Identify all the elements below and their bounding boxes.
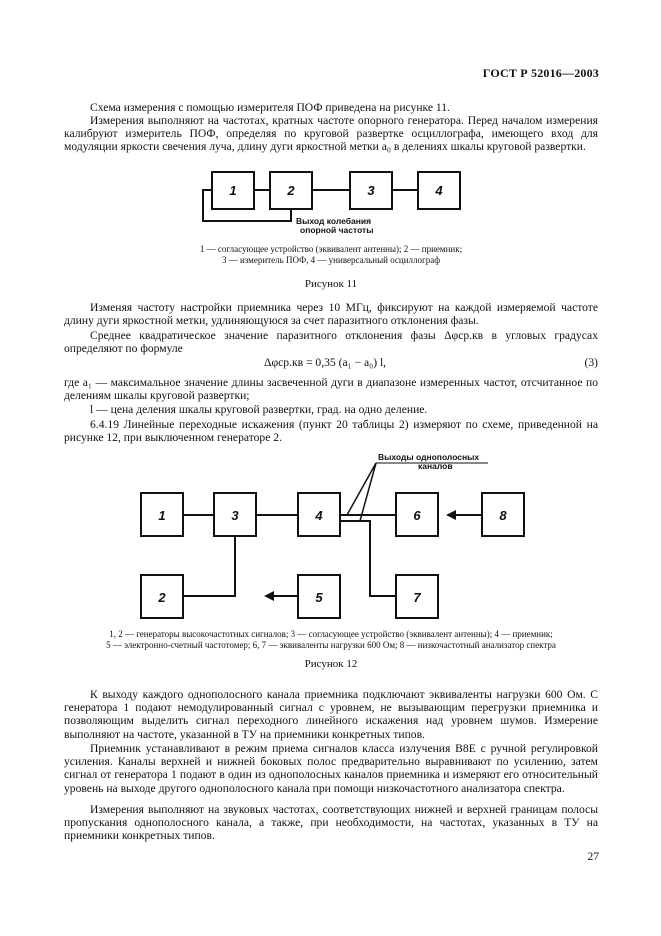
paragraph-calibration: Измерения выполняют на частотах, кратных частоте опорного генератора. Перед началом измерения калибруют измеритель ПОФ, определяя по круговой развертке осциллографа, имеющего вход для модуляции яркости свечения луча, длину дуги яркостной метки a₀ в делениях шкалы круговой развертки. <box>64 114 598 154</box>
paragraph-load-equivalents: К выходу каждого однополосного канала приемника подключают эквиваленты нагрузки 600 Ом. С генератора 1 подают немодулированный сигнал с уровнем, не вызывающим перегрузки приемника и позволяющим выделить сигнал переходного линейного искажения над уровнем шумов. Измерение выполняют на частоте, указанной в ТУ на приемники конкретных типов. <box>64 688 598 741</box>
figure-12-title: Рисунок 12 <box>304 658 358 670</box>
where-l: l — цена деления шкалы круговой развертки, град. на одно деление. <box>90 403 428 416</box>
fig12-label-8: 8 <box>499 508 507 523</box>
figure-12-caption <box>64 629 598 651</box>
fig12-label-5: 5 <box>315 590 323 605</box>
formula-number: (3) <box>584 356 598 369</box>
page-number: 27 <box>587 851 599 863</box>
fig12-label-2: 2 <box>158 590 166 605</box>
figure-12-diagram <box>141 452 524 618</box>
figure-11-diagram <box>203 172 460 235</box>
fig11-note-line2: опорной частоты <box>300 225 374 235</box>
fig12-label-6: 6 <box>413 508 421 523</box>
fig12-note-line1: Выходы однополосных <box>378 452 480 462</box>
document-header: ГОСТ Р 52016—2003 <box>482 66 599 80</box>
fig12-label-4: 4 <box>315 508 323 523</box>
figure-11-caption <box>64 244 598 266</box>
fig11-label-2: 2 <box>287 183 295 198</box>
paragraph-6-4-19: 6.4.19 Линейные переходные искажения (пункт 20 таблицы 2) измеряют по схеме, приведенной на рисунке 12, при выключенном генераторе 2. <box>64 418 598 445</box>
paragraph-frequency-step: Изменяя частоту настройки приемника через 10 МГц, фиксируют на каждой измеряемой частоте длину дуги яркостной метки, удлиняющуюся за счет паразитного отклонения фазы. <box>64 301 598 328</box>
figure-11-title: Рисунок 11 <box>304 278 358 290</box>
paragraph-receiver-mode: Приемник устанавливают в режим приема сигналов класса излучения B8E с ручной регулировкой усиления. Каналы верхней и нижней боковых полос предварительно выравнивают по усилению, затем сигнал от генератора 1 подают в один из однополосных каналов приемника и измеряют его относительный уровень на выходе другого однополосного канала при помощи низкочастотного анализатора спектра. <box>64 742 598 795</box>
fig12-label-1: 1 <box>158 508 166 523</box>
where-a1: где a₁ — максимальное значение длины засвеченной дуги в диапазоне измеренных частот, отсчитанное по делениям шкалы круговой развертки; <box>64 376 598 403</box>
fig11-label-1: 1 <box>229 183 237 198</box>
fig12-label-3: 3 <box>231 508 239 523</box>
figure-12-caption-line1: 1, 2 — генераторы высокочастотных сигналов; 3 — согласующее устройство (эквивалент антенны); 4 — приемник; <box>109 629 553 639</box>
figure-11-caption-line2: 3 — измеритель ПОФ, 4 — универсальный осциллограф <box>221 255 441 265</box>
figure-11-caption-line1: 1 — согласующее устройство (эквивалент антенны); 2 — приемник; <box>199 244 463 254</box>
fig11-label-3: 3 <box>367 183 375 198</box>
formula-expression: Δφср.кв = 0,35 (a₁ − a₀) l, <box>264 356 387 369</box>
fig11-note-line1: Выход колебания <box>296 216 372 226</box>
figure-12-caption-line2: 5 — электронно-счетный частотомер; 6, 7 — эквиваленты нагрузки 600 Ом; 8 — низкочастотный анализатор спектра <box>106 640 556 650</box>
fig11-label-4: 4 <box>435 183 443 198</box>
fig12-label-7: 7 <box>413 590 421 605</box>
paragraph-audio-frequencies: Измерения выполняют на звуковых частотах, соответствующих нижней и верхней границам полосы пропускания однополосного канала, а также, при необходимости, на частотах, указанных в ТУ на приемники конкретных типов. <box>64 803 598 843</box>
fig12-note-line2: каналов <box>418 461 453 471</box>
paragraph-intro: Схема измерения с помощью измерителя ПОФ приведена на рисунке 11. <box>90 101 450 114</box>
paragraph-phase-deviation: Среднее квадратическое значение паразитного отклонения фазы Δφср.кв в угловых градусах определяют по формуле <box>64 329 598 356</box>
